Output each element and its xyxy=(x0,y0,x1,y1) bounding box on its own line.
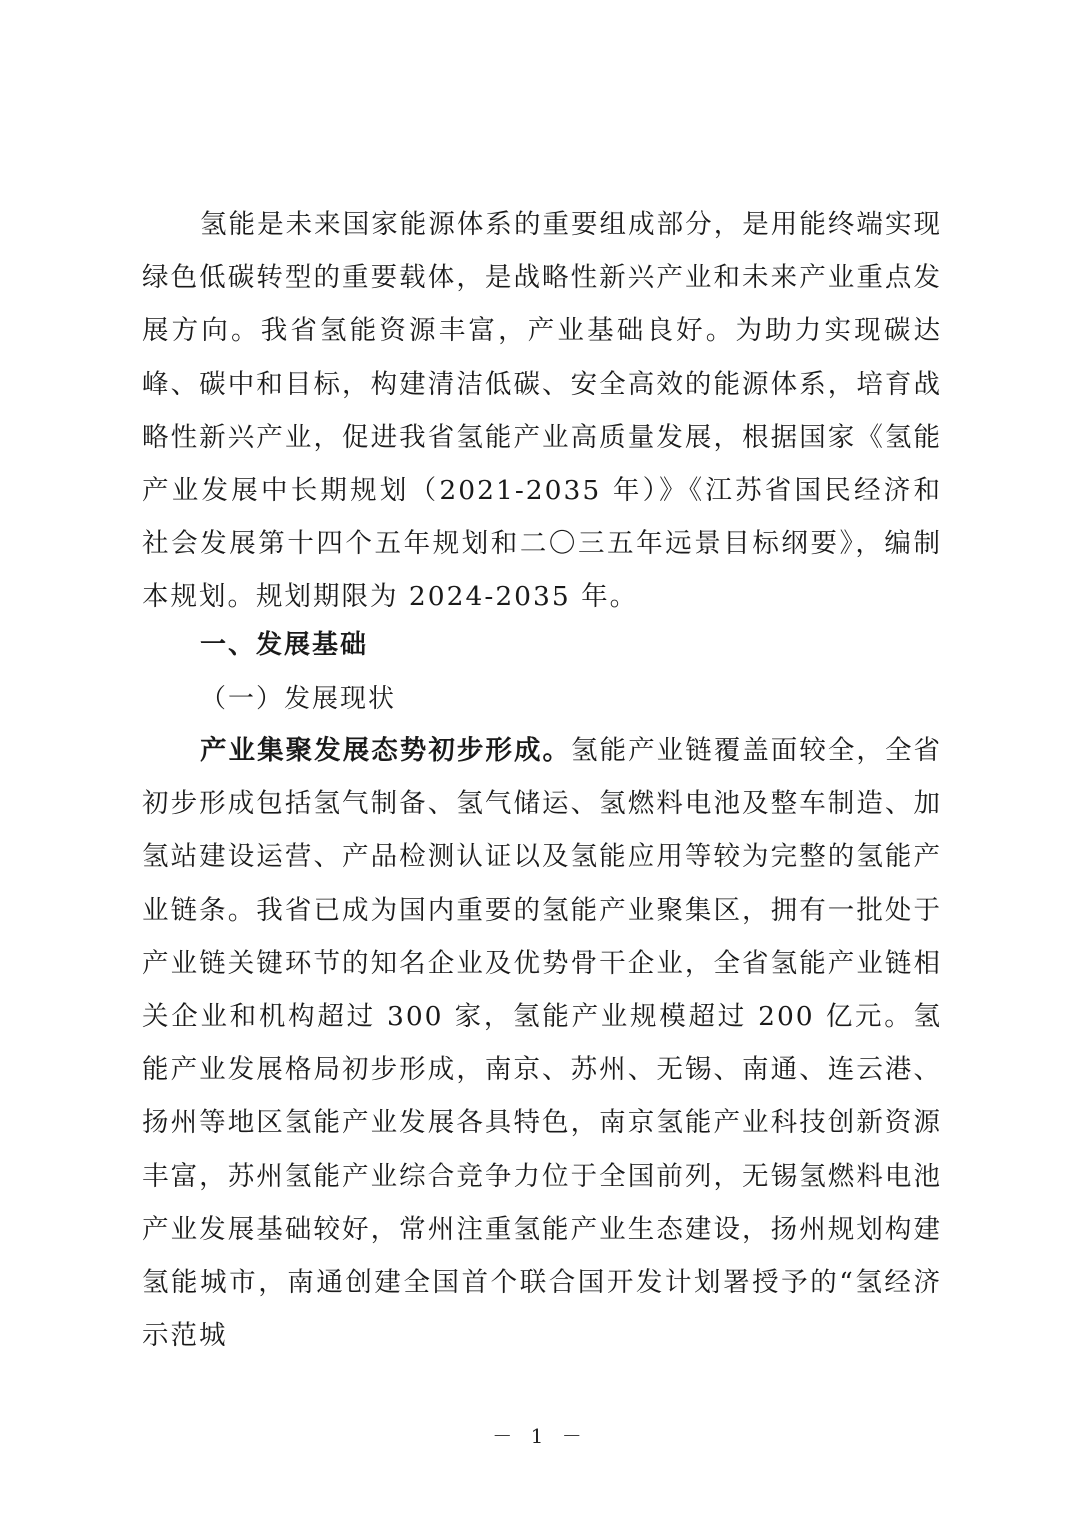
intro-section xyxy=(142,198,942,624)
intro-paragraph: 氢能是未来国家能源体系的重要组成部分，是用能终端实现绿色低碳转型的重要载体，是战略性新兴产业和未来产业重点发展方向。我省氢能资源丰富，产业基础良好。为助力实现碳达峰、碳中和目标，构建清洁低碳、安全高效的能源体系，培育战略性新兴产业，促进我省氢能产业高质量发展，根据国家《氢能产业发展中长期规划（2021-2035 年）》《江苏省国民经济和社会发展第十四个五年规划和二〇三五年远景目标纲要》，编制本规划。规划期限为 2024-2035 年。 xyxy=(142,209,942,613)
paragraph-body-text: 氢能产业链覆盖面较全，全省初步形成包括氢气制备、氢气储运、氢燃料电池及整车制造、加氢站建设运营、产品检测认证以及氢能应用等较为完整的氢能产业链条。我省已成为国内重要的氢能产业聚集区，拥有一批处于产业链关键环节的知名企业及优势骨干企业，全省氢能产业链相关企业和机构超过 300 家，氢能产业规模超过 200 亿元。氢能产业发展格局初步形成，南京、苏州、无锡、南通、连云港、扬州等地区氢能产业发展各具特色，南京氢能产业科技创新资源丰富，苏州氢能产业综合竞争力位于全国前列，无锡氢燃料电池产业发展基础较好，常州注重氢能产业生态建设，扬州规划构建氢能城市，南通创建全国首个联合国开发计划署授予的“氢经济示范城 xyxy=(142,735,943,1352)
subsection-heading-current-status: （一）发展现状 xyxy=(200,684,397,714)
current-status-paragraph xyxy=(142,724,942,1362)
current-status-section xyxy=(142,724,942,1362)
section-heading-development-basis: 一、发展基础 xyxy=(200,630,369,660)
paragraph-lead-sentence: 产业集聚发展态势初步形成。 xyxy=(200,735,572,766)
page-number: － 1 － xyxy=(492,1424,588,1448)
